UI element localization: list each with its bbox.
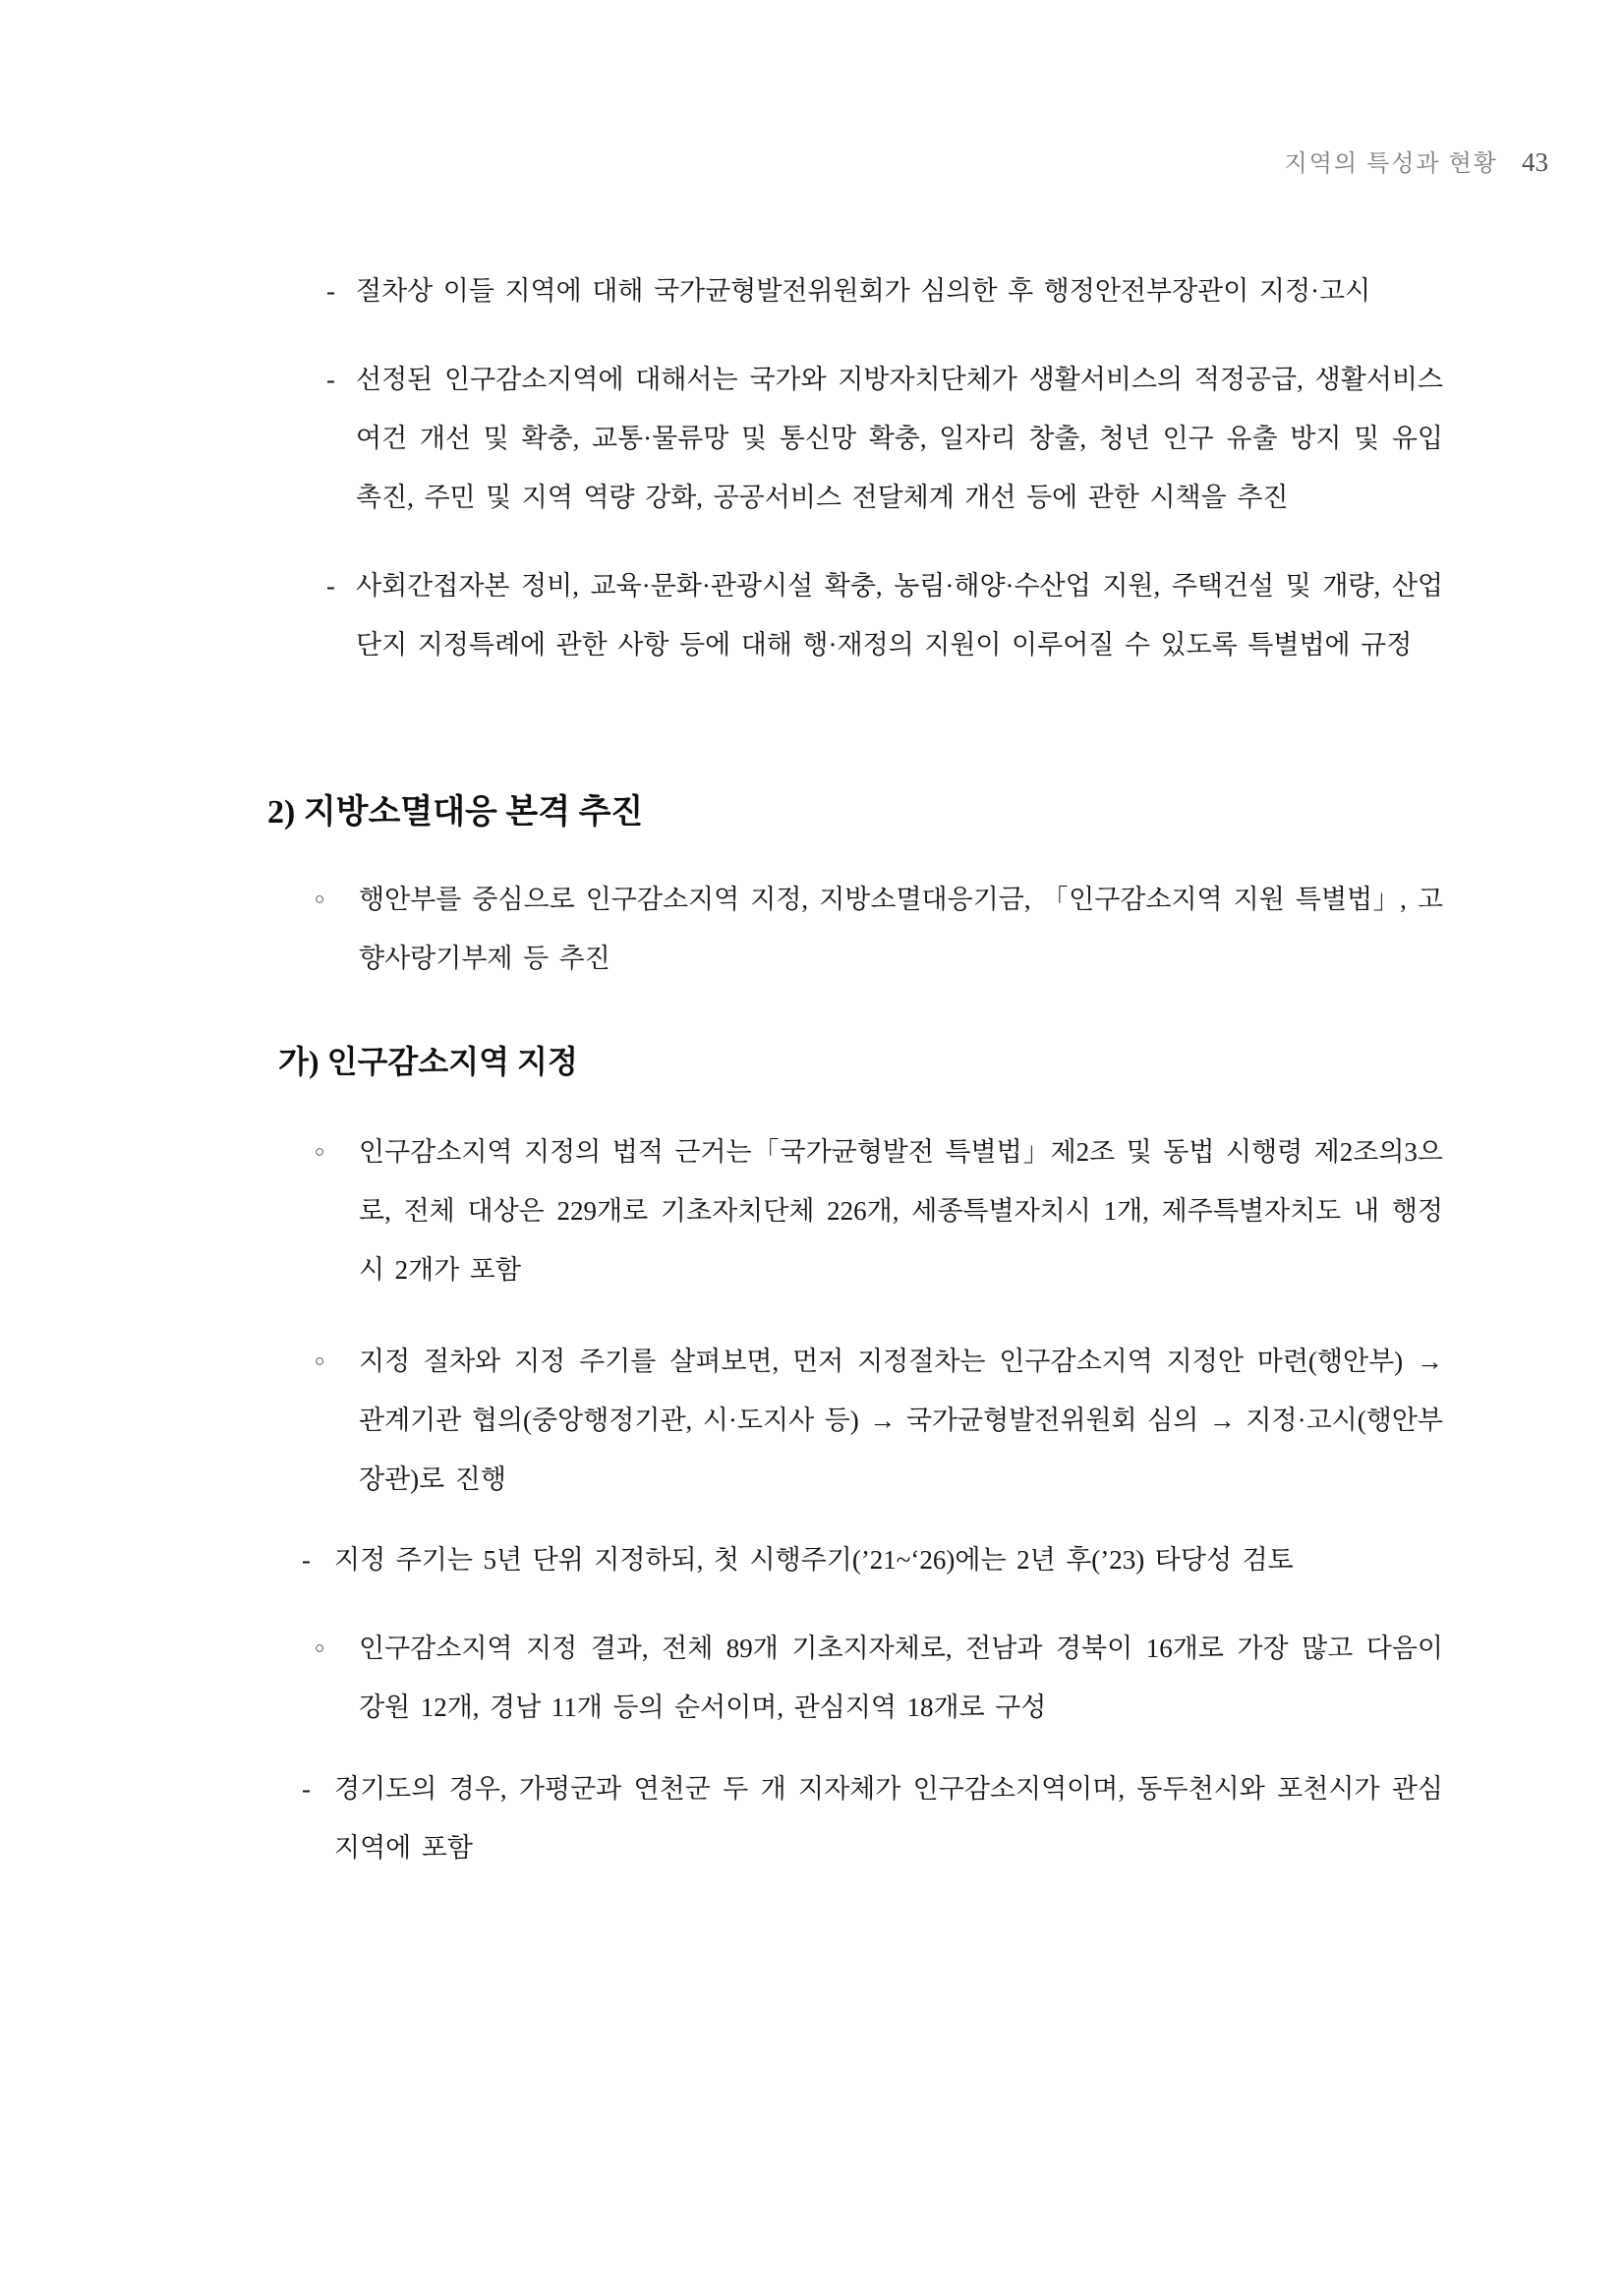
- bullet-paragraph: [315, 870, 1443, 988]
- dash-bullet-marker: -: [326, 276, 335, 306]
- dash-bullet-marker: -: [326, 571, 335, 601]
- bullet-paragraph: [302, 1530, 1443, 1589]
- paragraph-text: 선정된 인구감소지역에 대해서는 국가와 지방자치단체가 생활서비스의 적정공급, 생활서비스 여건 개선 및 확충, 교통·물류망 및 통신망 확충, 일자리 창출, 청년 인구 유출 방지 및 유입 촉진, 주민 및 지역 역량 강화, 공공서비스 전달체계 개선 등에 관한 시책을 추진: [356, 365, 1443, 512]
- circle-bullet-marker: ○: [315, 890, 325, 908]
- header-page-number: 43: [1522, 147, 1548, 177]
- circle-bullet-marker: ○: [315, 1351, 325, 1370]
- circle-bullet-marker: ○: [315, 1142, 325, 1161]
- dash-bullet-marker: -: [302, 1774, 311, 1804]
- subsection-heading-lettered: 가) 인구감소지역 지정: [278, 1044, 578, 1079]
- paragraph-text: 지정 주기는 5년 단위 지정하되, 첫 시행주기(’21~‘26)에는 2년 후(’23) 타당성 검토: [334, 1545, 1294, 1575]
- bullet-paragraph: [302, 1759, 1443, 1877]
- dash-bullet-marker: -: [302, 1545, 311, 1575]
- bullet-paragraph: [315, 1619, 1443, 1737]
- paragraph-text: 사회간접자본 정비, 교육·문화·관광시설 확충, 농림·해양·수산업 지원, 주택건설 및 개량, 산업단지 지정특례에 관한 사항 등에 대해 행·재정의 지원이 이루어질 수 있도록 특별법에 규정: [356, 571, 1443, 660]
- paragraph-text: 인구감소지역 지정 결과, 전체 89개 기초지자체로, 전남과 경북이 16개로 가장 많고 다음이 강원 12개, 경남 11개 등의 순서이며, 관심지역 18개로 구성: [359, 1634, 1443, 1722]
- bullet-paragraph: [315, 1122, 1443, 1299]
- bullet-paragraph: [326, 556, 1443, 674]
- dash-bullet-marker: -: [326, 365, 335, 394]
- paragraph-text: 절차상 이들 지역에 대해 국가균형발전위원회가 심의한 후 행정안전부장관이 지정·고시: [356, 276, 1371, 306]
- header-section-title: 지역의 특성과 현황: [1284, 151, 1498, 177]
- paragraph-text: 지정 절차와 지정 주기를 살펴보면, 먼저 지정절차는 인구감소지역 지정안 마련(행안부) → 관계기관 협의(중앙행정기관, 시·도지사 등) → 국가균형발전위원회 심의 → 지정·고시(행안부 장관)로 진행: [359, 1347, 1443, 1494]
- paragraph-text: 인구감소지역 지정의 법적 근거는「국가균형발전 특별법」제2조 및 동법 시행령 제2조의3으로, 전체 대상은 229개로 기초자치단체 226개, 세종특별자치시 1개, 제주특별자치도 내 행정시 2개가 포함: [359, 1137, 1443, 1285]
- paragraph-text: 행안부를 중심으로 인구감소지역 지정, 지방소멸대응기금, 「인구감소지역 지원 특별법」, 고향사랑기부제 등 추진: [359, 885, 1443, 973]
- circle-bullet-marker: ○: [315, 1638, 325, 1657]
- bullet-paragraph: [326, 261, 1443, 320]
- bullet-paragraph: [326, 350, 1443, 527]
- section-heading-numbered: 2) 지방소멸대응 본격 추진: [267, 794, 644, 831]
- bullet-paragraph: [315, 1332, 1443, 1509]
- paragraph-text: 경기도의 경우, 가평군과 연천군 두 개 지자체가 인구감소지역이며, 동두천시와 포천시가 관심지역에 포함: [334, 1774, 1443, 1863]
